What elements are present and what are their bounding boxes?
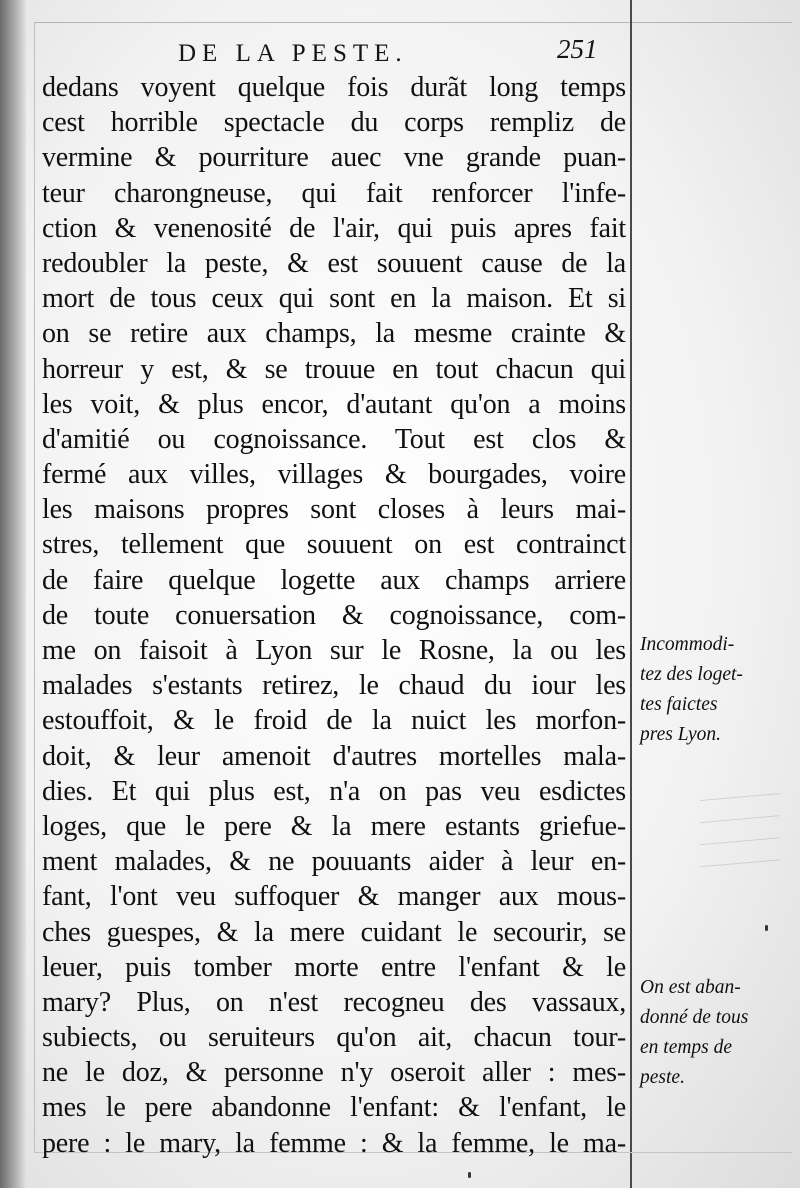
text-line: vermine & pourriture auec vne grande puan- — [42, 142, 626, 174]
ink-speck — [765, 925, 768, 931]
text-line: malades s'estants retirez, le chaud du iour les — [42, 670, 626, 702]
text-line: ches guespes, & la mere cuidant le secourir, se — [42, 916, 626, 948]
page-rule-top — [34, 22, 792, 23]
text-line: me on faisoit à Lyon sur le Rosne, la ou les — [42, 635, 626, 666]
margin-note-line: tes faictes — [640, 694, 718, 715]
text-line: estouffoit, & le froid de la nuict les morfon- — [42, 705, 626, 737]
bleed-through-shadow — [700, 790, 780, 870]
margin-note-abandonne — [640, 973, 780, 1093]
text-line: subiects, ou seruiteurs qu'on ait, chacun tour- — [42, 1022, 626, 1054]
running-head: DE LA PESTE. — [178, 40, 408, 67]
text-line: leuer, puis tomber morte entre l'enfant & le — [42, 951, 626, 983]
margin-note-incommoditez — [640, 630, 780, 750]
text-line: ment malades, & ne pouuants aider à leur en- — [42, 846, 626, 878]
text-line: de faire quelque logette aux champs arriere — [42, 564, 626, 596]
margin-note-line: tez des loget- — [640, 664, 743, 685]
text-line: horreur y est, & se trouue en tout chacun qui — [42, 353, 626, 385]
margin-note-line: Incommodi- — [640, 634, 735, 655]
text-line: dies. Et qui plus est, n'a on pas veu esdictes — [42, 775, 626, 807]
margin-note-line: pres Lyon. — [640, 724, 722, 745]
text-line: mes le pere abandonne l'enfant: & l'enfant, le — [42, 1092, 626, 1124]
text-line: cest horrible spectacle du corps rempliz de — [42, 107, 626, 139]
text-line: de toute conuersation & cognoissance, com- — [42, 599, 626, 631]
text-line: d'amitié ou cognoissance. Tout est clos & — [42, 423, 626, 455]
text-line: mary? Plus, on n'est recogneu des vassaux, — [42, 986, 626, 1018]
text-line: les maisons propres sont closes à leurs mai- — [42, 494, 626, 526]
text-line: ction & venenosité de l'air, qui puis apres fait — [42, 212, 626, 244]
text-line: loges, que le pere & la mere estants griefue- — [42, 810, 626, 842]
page-rule-left — [34, 22, 35, 1152]
text-line: mort de tous ceux qui sont en la maison. Et si — [42, 283, 626, 315]
book-gutter-shadow — [0, 0, 26, 1188]
margin-note-line: donné de tous — [640, 1007, 749, 1028]
margin-note-line: en temps de — [640, 1037, 733, 1058]
margin-note-line: On est aban- — [640, 977, 741, 998]
text-line: ne le doz, & personne n'y oseroit aller : mes- — [42, 1057, 626, 1089]
text-line: fant, l'ont veu suffoquer & manger aux mous- — [42, 881, 626, 913]
text-line: pere : le mary, la femme : & la femme, le ma- — [42, 1127, 626, 1159]
page-number: 251 — [557, 34, 598, 64]
text-line: fermé aux villes, villages & bourgades, voire — [42, 459, 626, 491]
text-line: dedans voyent quelque fois durãt long temps — [42, 72, 626, 103]
ink-speck — [468, 1172, 471, 1178]
text-line: redoubler la peste, & est souuent cause de la — [42, 247, 626, 279]
text-line: les voit, & plus encor, d'autant qu'on a moins — [42, 388, 626, 420]
text-block-rule-right — [630, 0, 632, 1188]
margin-note-line: peste. — [640, 1067, 685, 1088]
text-line: stres, tellement que souuent on est contrainct — [42, 529, 626, 561]
text-line: doit, & leur amenoit d'autres mortelles mala- — [42, 740, 626, 772]
text-line: teur charongneuse, qui fait renforcer l'infe- — [42, 177, 626, 209]
main-text-block — [42, 70, 626, 1161]
text-line: on se retire aux champs, la mesme crainte & — [42, 318, 626, 350]
